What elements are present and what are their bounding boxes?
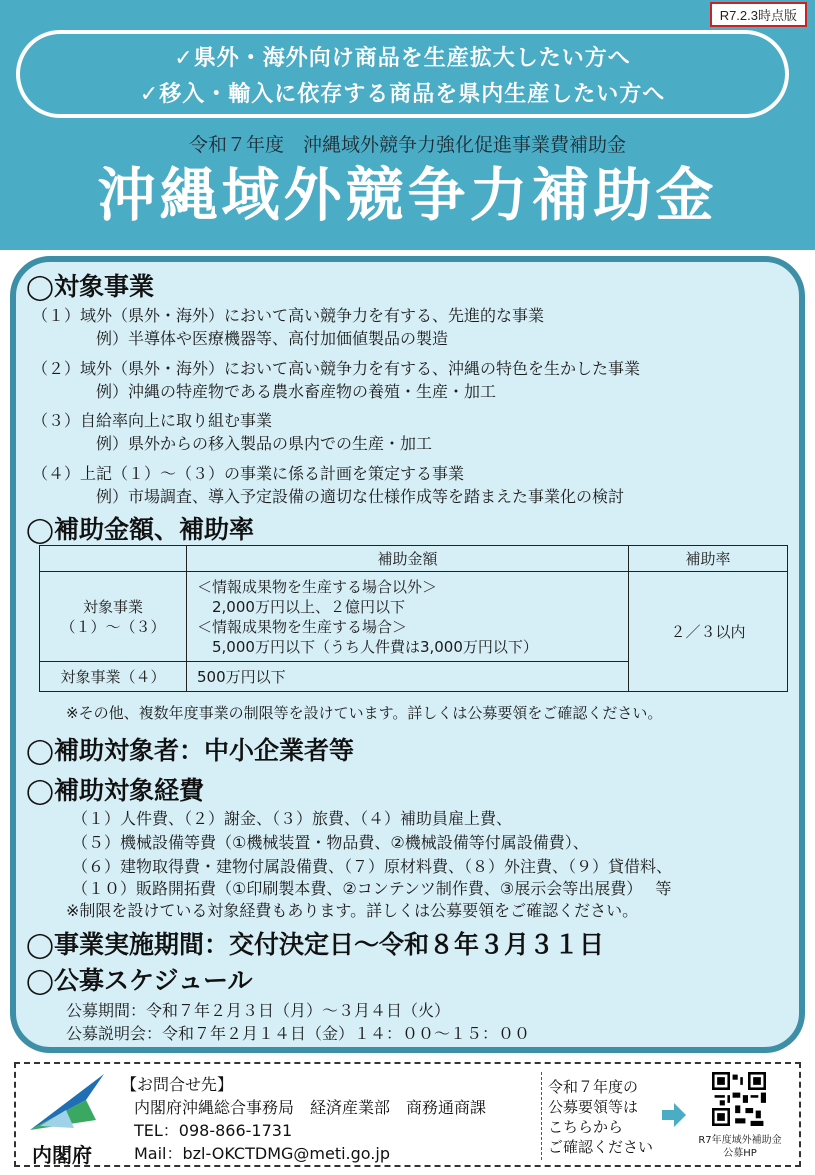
- guide-line-1: 令和７年度の: [548, 1078, 639, 1096]
- expense-line-4: （１０）販路開拓費（①印刷製本費、②コンテンツ制作費、③展示会等出展費） 等: [72, 879, 672, 898]
- amount-line-3: ＜情報成果物を生産する場合＞: [197, 617, 408, 636]
- column-header-amount: 補助金額: [187, 546, 629, 572]
- arrow-right-icon: [662, 1102, 686, 1128]
- contact-mail[interactable]: Mail：bzl-OKCTDMG@meti.go.jp: [134, 1144, 390, 1163]
- target-audience-box: [16, 30, 789, 118]
- row-label-project-4: 対象事業（４）: [40, 662, 187, 692]
- page-title: 沖縄域外競争力補助金: [97, 161, 718, 229]
- expenses-heading: ◯補助対象経費: [26, 776, 204, 805]
- projects-heading: ◯対象事業: [26, 272, 154, 301]
- amount-heading: ◯補助金額、補助率: [26, 515, 254, 544]
- contact-office: 内閣府沖縄総合事務局 経済産業部 商務通商課: [134, 1098, 487, 1117]
- project-item-4: （４）上記（１）～（３）の事業に係る計画を策定する事業: [32, 464, 465, 483]
- cabinet-office-logo-icon: [26, 1070, 108, 1136]
- grant-amount-table: [39, 545, 788, 692]
- qr-caption-2: 公募HP: [723, 1148, 757, 1159]
- schedule-heading: ◯公募スケジュール: [26, 966, 253, 995]
- qr-code-icon[interactable]: [712, 1072, 766, 1126]
- contact-heading: 【お問合せ先】: [121, 1075, 234, 1094]
- row-label-line-1: 対象事業: [82, 597, 143, 616]
- period-heading: ◯事業実施期間：交付決定日～令和８年３月３１日: [26, 930, 604, 959]
- amount-cell-projects-1-3: [187, 572, 629, 662]
- contact-footer: [14, 1062, 801, 1167]
- project-item-1: （１）域外（県外・海外）において高い競争力を有する、先進的な事業: [32, 306, 545, 325]
- project-example-2: 例）沖縄の特産物である農水畜産物の養殖・生産・加工: [96, 382, 497, 401]
- recipients-heading: ◯補助対象者：中小企業者等: [26, 736, 354, 765]
- guide-line-2: 公募要領等は: [548, 1098, 639, 1116]
- program-subtitle: 令和７年度 沖縄域外競争力強化促進事業費補助金: [188, 134, 626, 156]
- row-label-projects-1-3: [40, 572, 187, 662]
- expense-line-3: （６）建物取得費・建物付属設備費、（７）原材料費、（８）外注費、（９）貸借料、: [72, 857, 673, 876]
- contact-tel: TEL：098-866-1731: [134, 1121, 293, 1140]
- target-line-1: ✓県外・海外向け商品を生産拡大したい方へ: [174, 46, 631, 71]
- rate-cell: ２／３以内: [629, 572, 788, 692]
- row-label-line-2: （１）～（３）: [60, 617, 166, 636]
- expenses-note: ※制限を設けている対象経費もあります。詳しくは公募要領をご確認ください。: [66, 901, 639, 920]
- header-banner: [0, 0, 815, 250]
- amount-note: ※その他、複数年度事業の制限等を設けています。詳しくは公募要領をご確認ください。: [66, 704, 663, 722]
- qr-caption-1: R7年度域外補助金: [698, 1135, 782, 1146]
- version-label: R7.2.3時点版: [710, 2, 807, 27]
- footer-divider: [541, 1072, 542, 1160]
- guide-line-4: ご確認ください: [548, 1138, 654, 1156]
- column-header-rate: 補助率: [629, 546, 788, 572]
- logo-label: 内閣府: [32, 1143, 92, 1167]
- project-example-1: 例）半導体や医療機器等、高付加価値製品の製造: [96, 329, 449, 348]
- schedule-period: 公募期間：令和７年２月３日（月）～３月４日（火）: [66, 1001, 451, 1020]
- amount-cell-project-4: 500万円以下: [187, 662, 629, 692]
- project-example-3: 例）県外からの移入製品の県内での生産・加工: [96, 434, 433, 453]
- target-line-2: ✓移入・輸入に依存する商品を県内生産したい方へ: [139, 82, 666, 107]
- project-example-4: 例）市場調査、導入予定設備の適切な仕様作成等を踏まえた事業化の検討: [96, 487, 625, 506]
- project-item-3: （３）自給率向上に取り組む事業: [32, 411, 273, 430]
- project-item-2: （２）域外（県外・海外）において高い競争力を有する、沖縄の特色を生かした事業: [32, 359, 641, 378]
- guide-line-3: こちらから: [548, 1118, 624, 1136]
- expense-line-2: （５）機械設備等費（①機械装置・物品費、②機械設備等付属設備費）、: [72, 833, 589, 852]
- expense-line-1: （１）人件費、（２）謝金、（３）旅費、（４）補助員雇上費、: [72, 809, 513, 828]
- amount-line-4: 5,000万円以下（うち人件費は3,000万円以下）: [212, 637, 538, 656]
- table-corner-cell: [40, 546, 187, 572]
- amount-line-1: ＜情報成果物を生産する場合以外＞: [197, 577, 438, 596]
- schedule-briefing: 公募説明会：令和７年２月１４日（金）１４：００～１５：００: [66, 1024, 531, 1043]
- amount-line-2: 2,000万円以上、２億円以下: [212, 597, 405, 616]
